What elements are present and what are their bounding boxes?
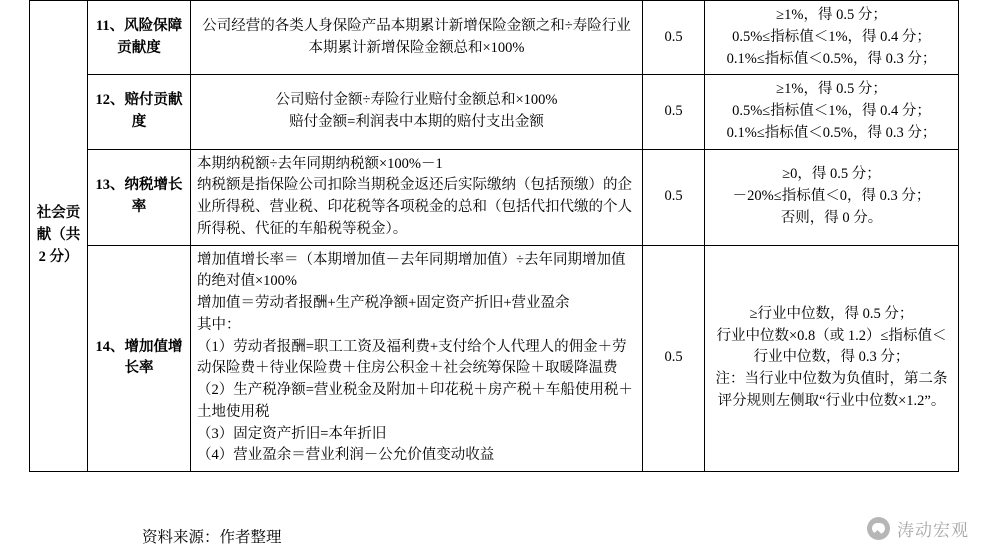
- row-item-name: 14、增加值增长率: [88, 245, 191, 472]
- description-line: （2）生产税净额=营业税金及附加＋印花税＋房产税＋车船使用税＋土地使用税: [197, 382, 633, 420]
- watermark-label: 涛动宏观: [897, 521, 969, 540]
- description-line: 其中：: [197, 316, 241, 333]
- description-line: 增加值增长率＝（本期增加值－去年同期增加值）÷去年同期增加值的绝对值×100%: [197, 251, 626, 290]
- source-note: 资料来源：作者整理: [142, 529, 282, 546]
- category-cell: 社会贡献（共 2 分）: [30, 1, 88, 472]
- criteria-line: 0.1%≤指标值＜0.5%，得 0.3 分；: [726, 50, 937, 67]
- row-score: 0.5: [643, 245, 705, 472]
- criteria-line: －20%≤指标值＜0，得 0.3 分；: [732, 188, 931, 205]
- criteria-line: 0.5%≤指标值＜1%，得 0.4 分；: [732, 28, 931, 45]
- wechat-logo-icon: [867, 517, 890, 540]
- description-line: 赔付金额=利润表中本期的赔付支出金额: [289, 113, 544, 130]
- row-score: 0.5: [643, 75, 705, 149]
- criteria-line: ≥1%，得 0.5 分；: [776, 81, 887, 98]
- row-criteria: [705, 149, 959, 245]
- description-line: 公司赔付金额÷寿险行业赔付金额总和×100%: [275, 92, 558, 109]
- scoring-table: [29, 0, 959, 472]
- criteria-line: 否则，得 0 分。: [780, 209, 883, 226]
- row-item-name: 13、纳税增长率: [88, 149, 191, 245]
- description-line: 纳税额是指保险公司扣除当期税金返还后实际缴纳（包括预缴）的企业所得税、营业税、印花税等各项税金的总和（包括代扣代缴的个人所得税、代征的车船税等税金）。: [197, 177, 632, 237]
- row-score: 0.5: [643, 1, 705, 75]
- description-line: （1）劳动者报酬=职工工资及福利费+支付给个人代理人的佣金＋劳动保险费＋待业保险费＋住房公积金＋社会统筹保险＋取暖降温费: [197, 338, 627, 377]
- row-criteria: [705, 75, 959, 149]
- row-item-name: 12、赔付贡献度: [88, 75, 191, 149]
- row-criteria: [705, 245, 959, 472]
- table-row: [30, 245, 959, 472]
- criteria-line: 0.1%≤指标值＜0.5%，得 0.3 分；: [726, 124, 937, 141]
- description-line: （4）营业盈余＝营业利润－公允价值变动收益: [197, 447, 495, 464]
- criteria-line: 0.5%≤指标值＜1%，得 0.4 分；: [732, 103, 931, 119]
- criteria-line: ≥1%，得 0.5 分；: [776, 7, 887, 23]
- row-criteria: [705, 1, 959, 75]
- table-row: [30, 1, 959, 75]
- row-description: [191, 149, 643, 245]
- description-line: 本期纳税额÷去年同期纳税额×100%－1: [197, 155, 443, 172]
- description-line: 公司经营的各类人身保险产品本期累计新增保险金额之和÷寿险行业本期累计新增保险金额总和×100%: [202, 17, 631, 56]
- row-item-name: 11、风险保障贡献度: [88, 1, 191, 75]
- watermark: [867, 516, 969, 541]
- criteria-line: 注：当行业中位数为负值时，第二条评分规则左侧取“行业中位数×1.2”。: [715, 371, 948, 409]
- row-description: [191, 1, 643, 75]
- row-score: 0.5: [643, 149, 705, 245]
- table-row: [30, 149, 959, 245]
- criteria-line: ≥行业中位数，得 0.5 分；: [749, 305, 914, 322]
- description-line: （3）固定资产折旧=本年折旧: [197, 425, 387, 442]
- row-description: [191, 75, 643, 149]
- criteria-line: 行业中位数×0.8（或 1.2）≤指标值＜行业中位数，得 0.3 分；: [716, 327, 947, 366]
- description-line: 增加值＝劳动者报酬+生产税净额+固定资产折旧+营业盈余: [197, 295, 570, 311]
- row-description: [191, 245, 643, 472]
- criteria-line: ≥0，得 0.5 分；: [782, 166, 881, 183]
- table-row: [30, 75, 959, 149]
